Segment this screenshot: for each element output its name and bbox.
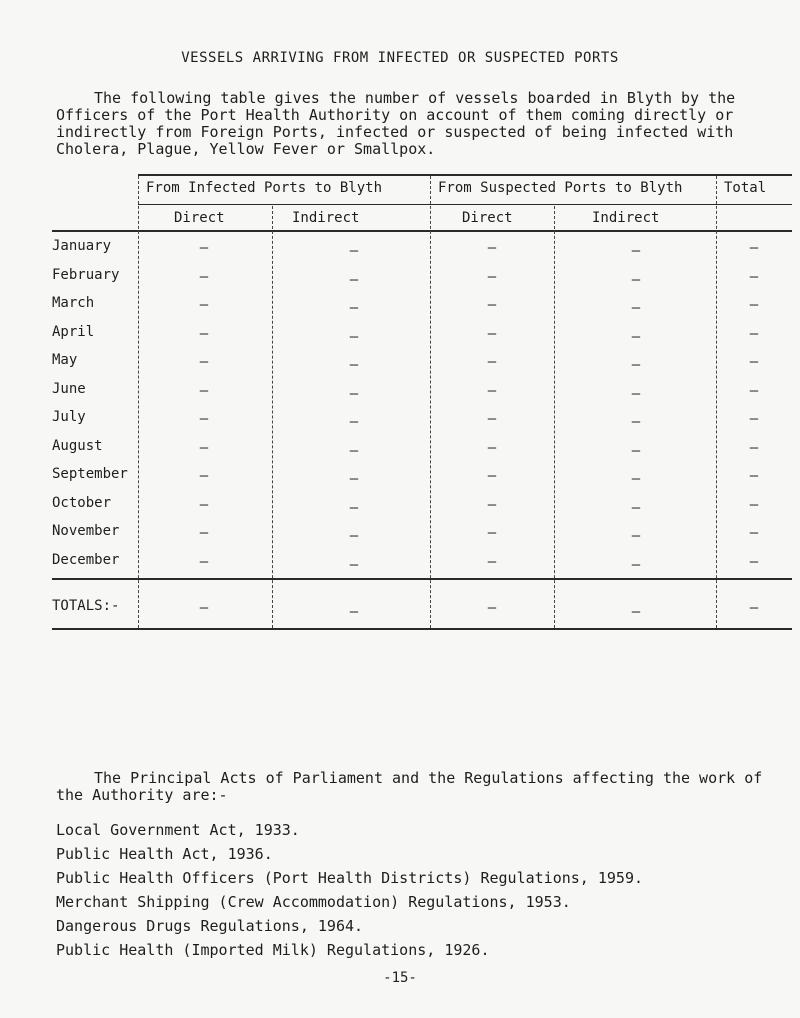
table-cell: — (487, 553, 497, 570)
table-cell: — (487, 297, 497, 313)
table-cell: — (631, 556, 641, 573)
table-cell: — (349, 385, 359, 402)
totals-label: TOTALS:- (52, 598, 120, 614)
row-label: August (52, 437, 103, 454)
acts-intro-line: The Principal Acts of Parliament and the Regulations affecting the work of (94, 769, 763, 787)
table-cell: — (487, 354, 497, 370)
totals-cell: — (487, 600, 497, 616)
table-top-rule (138, 174, 792, 176)
header-infected-indirect: Indirect (292, 210, 360, 226)
table-cell: — (199, 411, 209, 427)
table-cell: — (199, 439, 209, 456)
table-cell: — (487, 325, 497, 342)
table-cell: — (631, 243, 641, 259)
table-cell: — (749, 268, 759, 285)
table-cell: — (349, 442, 359, 459)
table-cell: — (631, 499, 641, 516)
act-item: Public Health Act, 1936. (56, 845, 273, 863)
row-label: January (52, 238, 112, 254)
table-cell: — (749, 297, 759, 313)
header-total: Total (724, 180, 767, 196)
table-cell: — (749, 411, 759, 427)
act-item: Dangerous Drugs Regulations, 1964. (56, 917, 364, 935)
intro-line: The following table gives the number of vessels boarded in Blyth by the (94, 89, 736, 107)
column-divider (138, 176, 139, 628)
table-cell: — (199, 268, 209, 285)
totals-cell: — (349, 604, 359, 620)
page-number: -15- (383, 970, 417, 986)
table-cell: — (487, 240, 497, 256)
totals-cell: — (749, 600, 759, 616)
column-divider (716, 176, 717, 628)
column-divider (554, 206, 555, 628)
table-cell: — (749, 496, 759, 513)
row-label: June (52, 380, 86, 397)
table-cell: — (199, 240, 209, 256)
table-cell: — (199, 325, 209, 342)
body-bottom-rule (52, 578, 792, 580)
table-cell: — (487, 525, 497, 541)
act-item: Public Health Officers (Port Health Districts) Regulations, 1959. (56, 869, 643, 887)
row-label: September (52, 466, 128, 482)
table-cell: — (749, 382, 759, 399)
header-suspected-indirect: Indirect (592, 210, 660, 226)
table-cell: — (749, 468, 759, 484)
header-suspected-ports: From Suspected Ports to Blyth (438, 180, 683, 196)
column-divider (272, 206, 273, 628)
intro-line: indirectly from Foreign Ports, infected or suspected of being infected with (56, 123, 734, 141)
header-suspected-direct: Direct (462, 210, 513, 226)
table-cell: — (749, 240, 759, 256)
table-cell: — (487, 468, 497, 484)
row-label: December (52, 551, 120, 568)
table-cell: — (631, 328, 641, 345)
table-cell: — (349, 271, 359, 288)
table-cell: — (487, 439, 497, 456)
table-cell: — (631, 385, 641, 402)
intro-paragraph (56, 90, 756, 158)
table-cell: — (749, 553, 759, 570)
table-cell: — (349, 499, 359, 516)
row-label: April (52, 323, 95, 340)
table-cell: — (199, 553, 209, 570)
totals-cell: — (631, 604, 641, 620)
act-item: Local Government Act, 1933. (56, 821, 300, 839)
table-cell: — (631, 271, 641, 288)
row-label: July (52, 409, 86, 425)
row-label: March (52, 295, 95, 311)
table-cell: — (487, 382, 497, 399)
row-label: February (52, 266, 120, 283)
header-bottom-rule (52, 230, 792, 232)
acts-intro (56, 770, 776, 804)
table-cell: — (349, 328, 359, 345)
intro-line: Cholera, Plague, Yellow Fever or Smallpox. (56, 140, 436, 158)
row-label: May (52, 352, 78, 368)
table-bottom-rule (52, 628, 792, 630)
act-item: Merchant Shipping (Crew Accommodation) Regulations, 1953. (56, 893, 571, 911)
table-cell: — (349, 357, 359, 373)
table-cell: — (631, 471, 641, 487)
act-item: Public Health (Imported Milk) Regulations, 1926. (56, 941, 490, 959)
table-cell: — (199, 468, 209, 484)
table-cell: — (749, 354, 759, 370)
table-cell: — (631, 300, 641, 316)
page-title: VESSELS ARRIVING FROM INFECTED OR SUSPECTED PORTS (181, 50, 619, 66)
table-cell: — (349, 414, 359, 430)
header-infected-ports: From Infected Ports to Blyth (146, 180, 383, 196)
table-cell: — (199, 354, 209, 370)
vessels-table (52, 172, 792, 632)
table-cell: — (631, 357, 641, 373)
table-cell: — (487, 411, 497, 427)
table-cell: — (199, 525, 209, 541)
table-cell: — (749, 439, 759, 456)
acts-intro-line: the Authority are:- (56, 786, 228, 804)
acts-list (56, 818, 776, 962)
table-cell: — (349, 556, 359, 573)
table-cell: — (749, 525, 759, 541)
header-infected-direct: Direct (174, 210, 225, 226)
row-label: October (52, 494, 112, 511)
column-divider (430, 176, 431, 628)
table-cell: — (349, 300, 359, 316)
row-label: November (52, 523, 120, 539)
intro-line: Officers of the Port Health Authority on account of them coming directly or (56, 106, 734, 124)
table-cell: — (631, 528, 641, 544)
header-mid-rule (138, 204, 792, 205)
table-cell: — (199, 382, 209, 399)
table-cell: — (199, 496, 209, 513)
table-cell: — (487, 268, 497, 285)
table-cell: — (749, 325, 759, 342)
table-cell: — (349, 243, 359, 259)
table-cell: — (349, 471, 359, 487)
table-cell: — (199, 297, 209, 313)
table-cell: — (631, 414, 641, 430)
table-cell: — (349, 528, 359, 544)
table-cell: — (631, 442, 641, 459)
table-cell: — (487, 496, 497, 513)
totals-cell: — (199, 600, 209, 616)
